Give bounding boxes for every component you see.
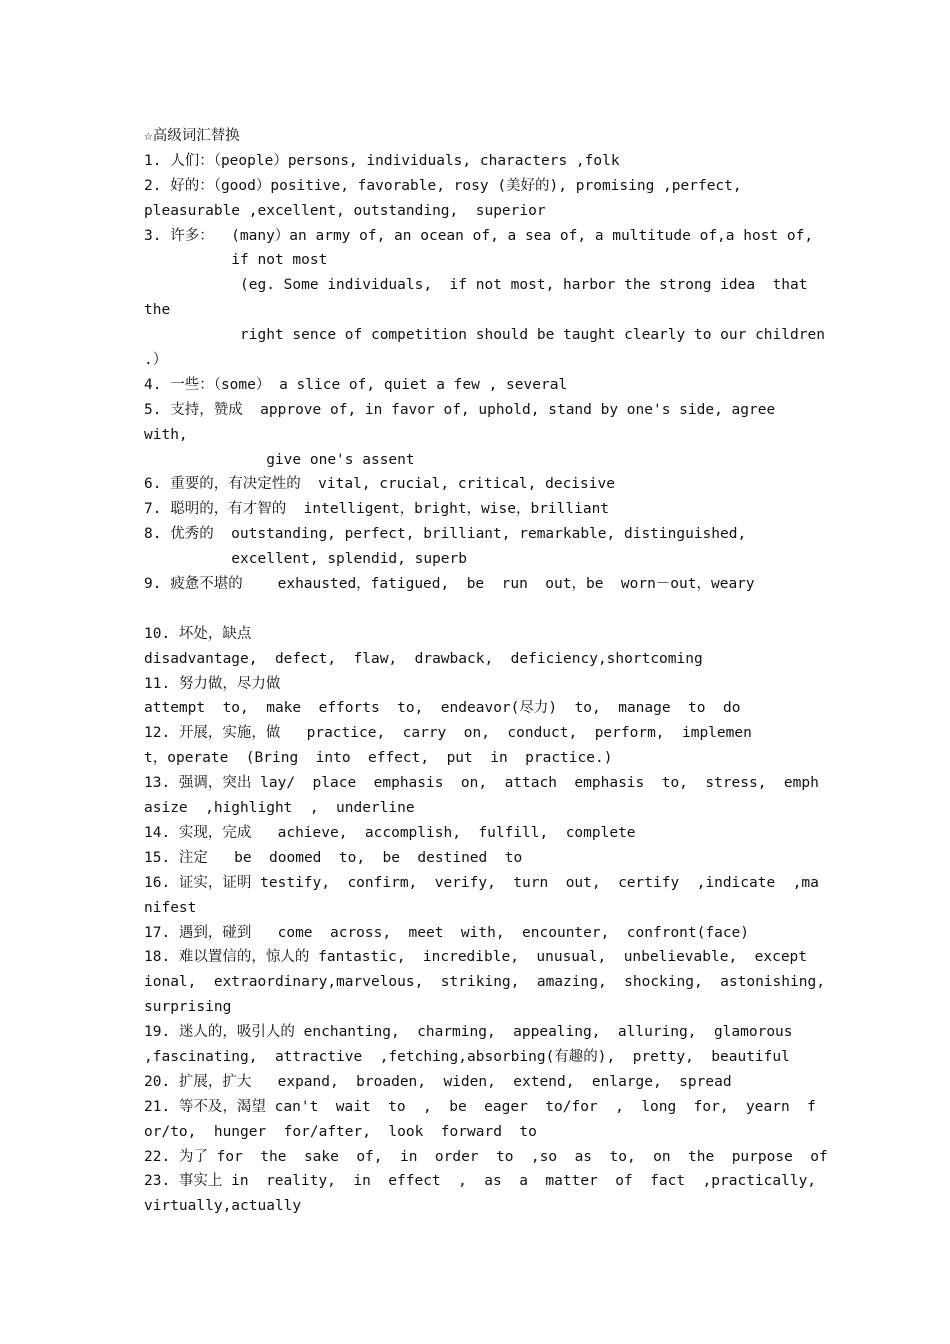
document-line: excellent, splendid, superb [144, 551, 468, 568]
document-line: 7. 聪明的，有才智的 intelligent，bright，wise，brilliant [144, 501, 610, 518]
document-line: 3. 许多： (many）an army of, an ocean of, a sea of, a multitude of,a host of, [144, 227, 814, 244]
document-line: with, [144, 426, 188, 443]
document-line: 11. 努力做，尽力做 [144, 675, 281, 692]
document-line: virtually,actually [144, 1198, 302, 1215]
document-line: nifest [144, 899, 197, 916]
document-line: 10. 坏处，缺点 [144, 625, 252, 642]
document-line: 18. 难以置信的，惊人的 fantastic, incredible, unusual, unbelievable, except [144, 949, 808, 966]
document-line: right sence of competition should be taught clearly to our children [144, 327, 825, 344]
document-line: 2. 好的：（good）positive, favorable, rosy (美好的), promising ,perfect, [144, 177, 742, 194]
document-line: 8. 优秀的 outstanding, perfect, brilliant, remarkable, distinguished, [144, 526, 747, 543]
document-line: 9. 疲惫不堪的 exhausted，fatigued, be run out，be worn－out，weary [144, 576, 755, 593]
blank-line [0, 597, 950, 622]
document-line: or/to, hunger for/after, look forward to [144, 1123, 537, 1140]
document-line: 21. 等不及，渴望 can't wait to , be eager to/for , long for, yearn f [144, 1098, 816, 1115]
document-line: 5. 支持，赞成 approve of, in favor of, uphold, stand by one's side, agree [144, 401, 776, 418]
document-line: give one's assent [144, 451, 415, 468]
document-body [0, 124, 950, 1219]
document-line: 19. 迷人的，吸引人的 enchanting, charming, appealing, alluring, glamorous [144, 1024, 793, 1041]
document-line: 17. 遇到，碰到 come across, meet with, encounter, confront(face) [144, 924, 750, 941]
document-line: disadvantage, defect, flaw, drawback, deficiency,shortcoming [144, 650, 703, 667]
document-line: t，operate (Bring into effect, put in practice.) [144, 750, 613, 767]
document-line: (eg. Some individuals, if not most, harbor the strong idea that [144, 277, 808, 294]
document-line: 4. 一些：（some） a slice of, quiet a few , several [144, 376, 568, 393]
document-line: pleasurable ,excellent, outstanding, superior [144, 202, 546, 219]
document-line: 20. 扩展，扩大 expand, broaden, widen, extend, enlarge, spread [144, 1073, 732, 1090]
document-line: 1. 人们：（people）persons, individuals, characters ,folk [144, 152, 620, 169]
document-line: 13. 强调，突出 lay/ place emphasis on, attach emphasis to, stress, emph [144, 775, 819, 792]
document-line: 14. 实现，完成 achieve, accomplish, fulfill, complete [144, 824, 636, 841]
document-line: attempt to, make efforts to, endeavor(尽力) to, manage to do [144, 700, 741, 717]
document-line: 6. 重要的，有决定性的 vital, crucial, critical, decisive [144, 476, 615, 493]
document-line: ,fascinating, attractive ,fetching,absorbing(有趣的), pretty, beautiful [144, 1048, 790, 1065]
document-line: 12. 开展，实施，做 practice, carry on, conduct, perform, implemen [144, 725, 752, 742]
document-line: surprising [144, 999, 232, 1016]
document-line: 15. 注定 be doomed to, be destined to [144, 849, 523, 866]
document-line: 16. 证实，证明 testify, confirm, verify, turn out, certify ,indicate ,ma [144, 874, 819, 891]
document-line: 23. 事实上 in reality, in effect , as a matter of fact ,practically, [144, 1173, 817, 1190]
document-line: asize ,highlight , underline [144, 800, 415, 817]
document-line: the [144, 302, 171, 319]
document-line: .） [144, 352, 168, 369]
document-heading: ☆高级词汇替换 [144, 128, 240, 144]
document-line: 22. 为了 for the sake of, in order to ,so as to, on the purpose of [144, 1148, 828, 1165]
document-line: if not most [144, 252, 328, 269]
document-line: ional, extraordinary,marvelous, striking, amazing, shocking, astonishing, [144, 974, 825, 991]
